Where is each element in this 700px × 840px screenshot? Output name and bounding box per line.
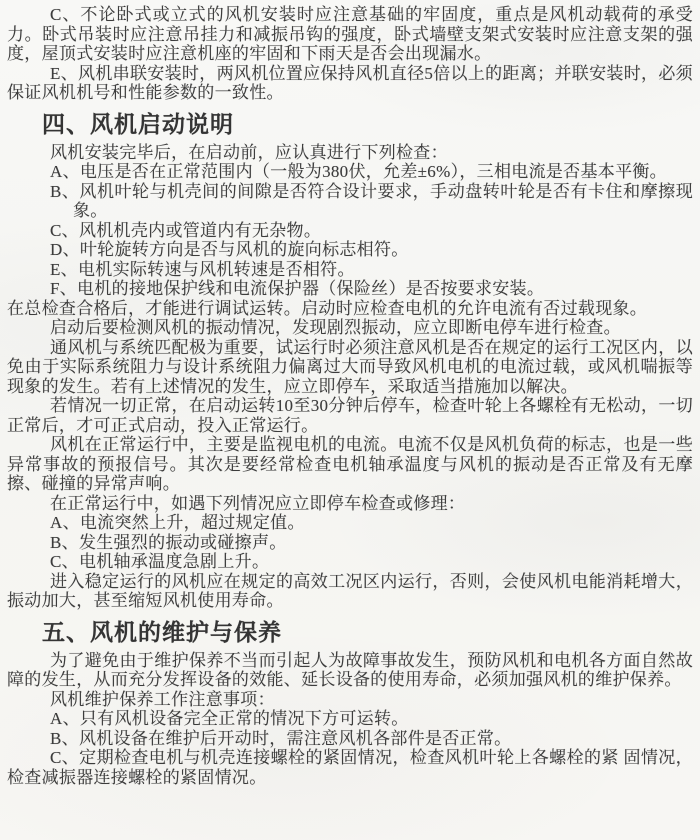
paragraph: 通风机与系统匹配极为重要，试运行时必须注意风机是否在规定的运行工况区内，以免由于实际系统阻力与设计系统阻力偏离过大而导致风机电机的电流过载，或风机喘振等现象的发生。若有上述情况的发生，应立即停车，采取适当措施加以解决。 — [7, 337, 693, 396]
section-heading: 四、风机启动说明 — [42, 110, 234, 137]
paragraph: C、电机轴承温度急剧上升。 — [50, 552, 270, 571]
paragraph: A、电压是否在正常范围内（一般为380伏，允差±6%），三相电流是否基本平衡。 — [50, 162, 667, 181]
paragraph: 进入稳定运行的风机应在规定的高效工况区内运行，否则，会使风机电能消耗增大，振动加大，甚至缩短风机使用寿命。 — [7, 571, 693, 610]
paragraph: B、风机叶轮与机壳间的间隙是否符合设计要求，手动盘转叶轮是否有卡住和摩擦现象。 — [50, 181, 693, 220]
paragraph: 风机安装完毕后，在启动前，应认真进行下列检查： — [50, 142, 448, 162]
paragraph: 若情况一切正常，在启动运转10至30分钟后停车，检查叶轮上各螺栓有无松动，一切正常后，才可正式启动，投入正常运行。 — [7, 396, 693, 435]
paragraph: E、电机实际转速与风机转速是否相符。 — [50, 259, 355, 279]
paragraph: 风机维护保养工作注意事项： — [50, 689, 275, 709]
paragraph: A、电流突然上升，超过规定值。 — [50, 513, 305, 532]
paragraph: B、风机设备在维护后开动时，需注意风机各部件是否正常。 — [50, 728, 512, 748]
document-content — [7, 5, 693, 787]
paragraph: C、风机机壳内或管道内有无杂物。 — [50, 220, 322, 240]
paragraph: 风机在正常运行中，主要是监视电机的电流。电流不仅是风机负荷的标志，也是一些异常事故的预报信号。其次是要经常检查电机轴承温度与风机的振动是否正常及有无摩擦、碰撞的异常声响。 — [7, 435, 693, 493]
paragraph: 为了避免由于维护保养不当而引起人为故障事故发生，预防风机和电机各方面自然故障的发生，从而充分发挥设备的效能、延长设备的使用寿命，必须加强风机的维护保养。 — [7, 650, 693, 689]
section-heading: 五、风机的维护与保养 — [42, 618, 282, 645]
paragraph: A、只有风机设备完全正常的情况下方可运转。 — [50, 709, 409, 728]
paragraph: C、定期检查电机与机壳连接螺栓的紧固情况，检查风机叶轮上各螺栓的紧 固情况，检查减振器连接螺栓的紧固情况。 — [7, 748, 693, 787]
paragraph: B、发生强烈的振动或碰擦声。 — [50, 532, 287, 552]
paragraph: C、不论卧式或立式的风机安装时应注意基础的牢固度，重点是风机动载荷的承受力。卧式吊装时应注意吊挂力和减振吊钩的强度，卧式墙壁支架式安装时应注意支架的强度，屋顶式安装时应注意机座的牢固和下雨天是否会出现漏水。 — [7, 5, 693, 63]
paragraph: D、叶轮旋转方向是否与风机的旋向标志相符。 — [50, 240, 409, 259]
paragraph: F、电机的接地保护线和电流保护器（保险丝）是否按要求安装。 — [50, 279, 545, 298]
paragraph: E、风机串联安装时，两风机位置应保持风机直径5倍以上的距离；并联安装时，必须保证风机机号和性能参数的一致性。 — [7, 63, 693, 102]
paragraph: 在总检查合格后，才能进行调试运转。启动时应检查电机的允许电流有否过载现象。 — [7, 298, 648, 318]
paragraph: 在正常运行中，如遇下列情况应立即停车检查或修理： — [50, 493, 466, 513]
paragraph: 启动后要检测风机的振动情况，发现剧烈振动，应立即断电停车进行检查。 — [50, 318, 621, 337]
